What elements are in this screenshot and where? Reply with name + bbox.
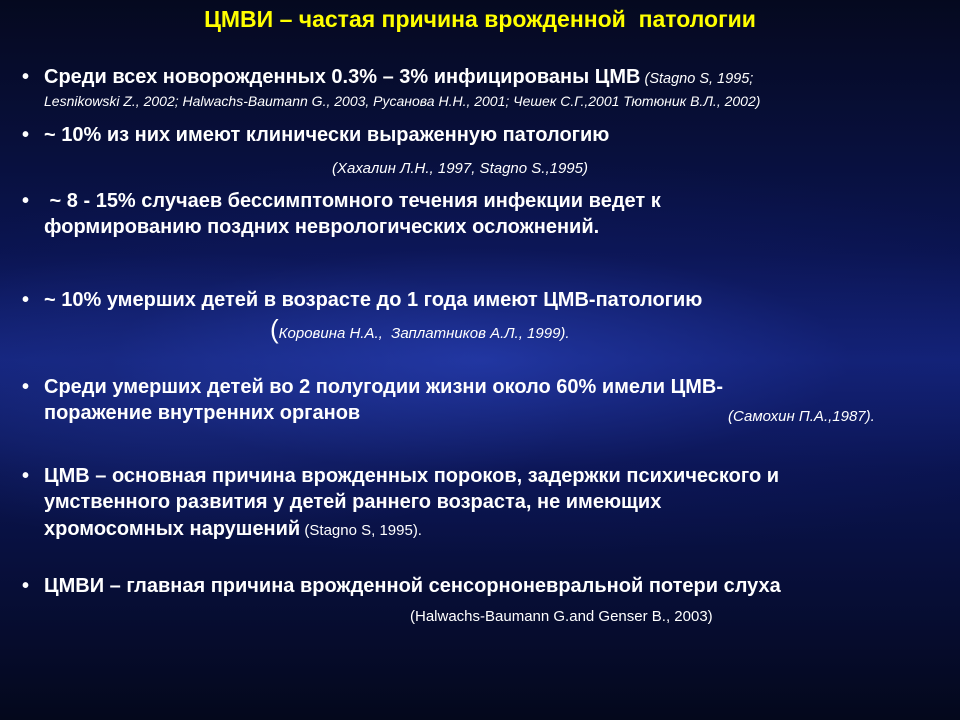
bullet-marker: • — [22, 190, 30, 212]
bullet-6-ref: (Stagno S, 1995). — [300, 521, 422, 539]
bullet-1-line1: Среди всех новорожденных 0.3% – 3% инфицированы ЦМВ — [44, 66, 641, 88]
bullet-marker: • — [22, 465, 30, 487]
slide-title: ЦМВИ – частая причина врожденной патологии — [204, 6, 756, 32]
bullet-marker: • — [22, 66, 30, 88]
bullet-5-line2: поражение внутренних органов — [44, 402, 361, 425]
bullet-marker: • — [22, 376, 30, 398]
bullet-1-text — [44, 64, 940, 90]
bullet-5-line1: Среди умерших детей во 2 полугодии жизни около 60% имели ЦМВ- — [44, 376, 723, 398]
bullet-4-ref — [270, 314, 570, 345]
bullet-5-ref: (Самохин П.А.,1987). — [728, 408, 875, 425]
bullet-marker: • — [22, 124, 30, 146]
bullet-6-text — [44, 463, 940, 542]
bullet-4-text: ~ 10% умерших детей в возрасте до 1 года имеют ЦМВ-патологию — [44, 289, 703, 311]
bullet-1-ref-line2: Lesnikowski Z., 2002; Halwachs-Baumann G., 2003, Русанова Н.Н., 2001; Чешек С.Г.,2001 Тютюник В.Л., 2002) — [44, 93, 761, 109]
bullet-7-text: ЦМВИ – главная причина врожденной сенсорноневральной потери слуха — [44, 575, 781, 597]
bullet-3-line1: ~ 8 - 15% случаев бессимптомного течения инфекции ведет к — [44, 190, 661, 212]
bullet-4-ref-text: Коровина Н.А., Заплатников А.Л., 1999). — [278, 325, 570, 342]
bullet-6-line2: умственного развития у детей раннего возраста, не имеющих — [44, 491, 662, 514]
bullet-7-ref: (Halwachs-Baumann G.and Genser B., 2003) — [410, 608, 713, 625]
bullet-marker: • — [22, 575, 30, 597]
bullet-1-ref: (Stagno S, 1995; — [640, 71, 754, 87]
bullet-2-text: ~ 10% из них имеют клинически выраженную патологию — [44, 124, 610, 146]
bullet-marker: • — [22, 289, 30, 311]
bullet-4-ref-paren: ( — [270, 314, 279, 344]
bullet-3-line2: формированию поздних неврологических осложнений. — [44, 216, 600, 239]
bullet-6-line3: хромосомных нарушений — [44, 517, 301, 540]
bullet-2-ref: (Хахалин Л.Н., 1997, Stagno S.,1995) — [332, 160, 588, 177]
bullet-6-line1: ЦМВ – основная причина врожденных пороков, задержки психического и — [44, 465, 780, 487]
bullet-3-text — [44, 188, 940, 241]
